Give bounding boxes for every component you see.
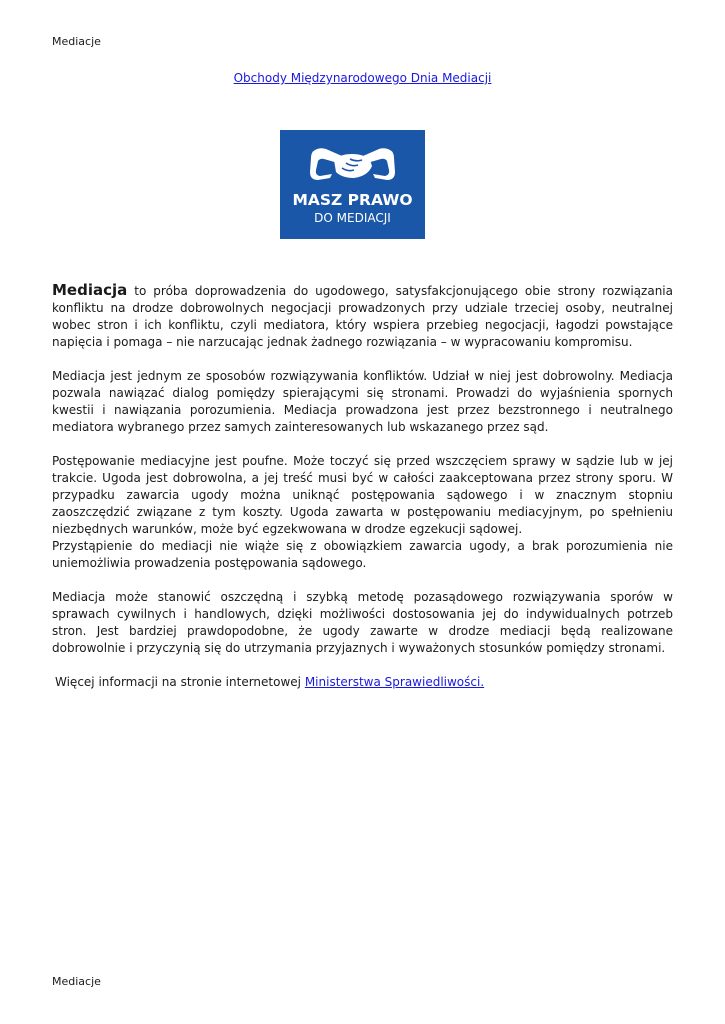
paragraph-4: Przystąpienie do mediacji nie wiąże się z obowiązkiem zawarcia ugody, a brak porozumienia nie uniemożliwia prowadzenia postępowania sądowego.: [52, 539, 673, 570]
paragraph-intro-text: to próba doprowadzenia do ugodowego, satysfakcjonującego obie strony rozwiązania konfliktu na drodze dobrowolnych negocjacji prowadzonych przy udziale trzeciej osoby, neutralnej wobec stron i ich konfliktu, czyli mediatora, który wspiera przebieg negocjacji, łagodzi powstające napięcia i pomaga – nie narzucając jednak żadnego rozwiązania – w wypracowaniu kompromisu.: [52, 284, 673, 349]
more-info-text: Więcej informacji na stronie internetowej: [55, 675, 305, 689]
paragraph-intro: [52, 282, 673, 351]
logo-line2: DO MEDIACJI: [314, 211, 391, 225]
top-link-container: [0, 70, 725, 86]
logo-line1: MASZ PRAWO: [292, 191, 413, 209]
page-header-label: Mediacje: [52, 35, 101, 48]
paragraph-gap: [52, 572, 673, 589]
paragraph-gap: [52, 657, 673, 674]
page-footer-label: Mediacje: [52, 975, 101, 988]
lead-word: Mediacja: [52, 281, 128, 299]
handshake-icon: [310, 148, 395, 180]
paragraph-gap: [52, 351, 673, 368]
paragraph-more-info: [52, 674, 673, 691]
logo-graphic: [280, 130, 425, 239]
ministry-of-justice-link[interactable]: Ministerstwa Sprawiedliwości.: [304, 675, 485, 689]
article-content: [52, 282, 673, 691]
masz-prawo-logo: [280, 130, 425, 239]
paragraph-2: Mediacja jest jednym ze sposobów rozwiązywania konfliktów. Udział w niej jest dobrowolny. Mediacja pozwala nawiązać dialog pomiędzy spierającymi się stronami. Prowadzi do wyjaśnienia spornych kwestii i nawiązania porozumienia. Mediacja prowadzona jest przez bezstronnego i neutralnego mediatora wybranego przez samych zainteresowanych lub wskazanego przez sąd.: [52, 369, 673, 434]
paragraph-5: Mediacja może stanowić oszczędną i szybką metodę pozasądowego rozwiązywania sporów w sprawach cywilnych i handlowych, dzięki możliwości dostosowania jej do indywidualnych potrzeb stron. Jest bardziej prawdopodobne, że ugody zawarte w drodze mediacji będą realizowane dobrowolnie i przyczynią się do utrzymania przyjaznych i wyważonych stosunków pomiędzy stronami.: [52, 590, 673, 655]
paragraph-3: Postępowanie mediacyjne jest poufne. Może toczyć się przed wszczęciem sprawy w sądzie lub w jej trakcie. Ugoda jest dobrowolna, a jej treść musi być w całości zaakceptowana przez strony sporu. W przypadku zawarcia ugody można uniknąć postępowania sądowego i w znacznym stopniu zaoszczędzić związane z tym koszty. Ugoda zawarta w postępowaniu mediacyjnym, po spełnieniu niezbędnych warunków, może być egzekwowana w drodze egzekucji sądowej.: [52, 454, 673, 536]
international-mediation-day-link[interactable]: Obchody Międzynarodowego Dnia Mediacji: [233, 71, 492, 85]
paragraph-gap: [52, 436, 673, 453]
